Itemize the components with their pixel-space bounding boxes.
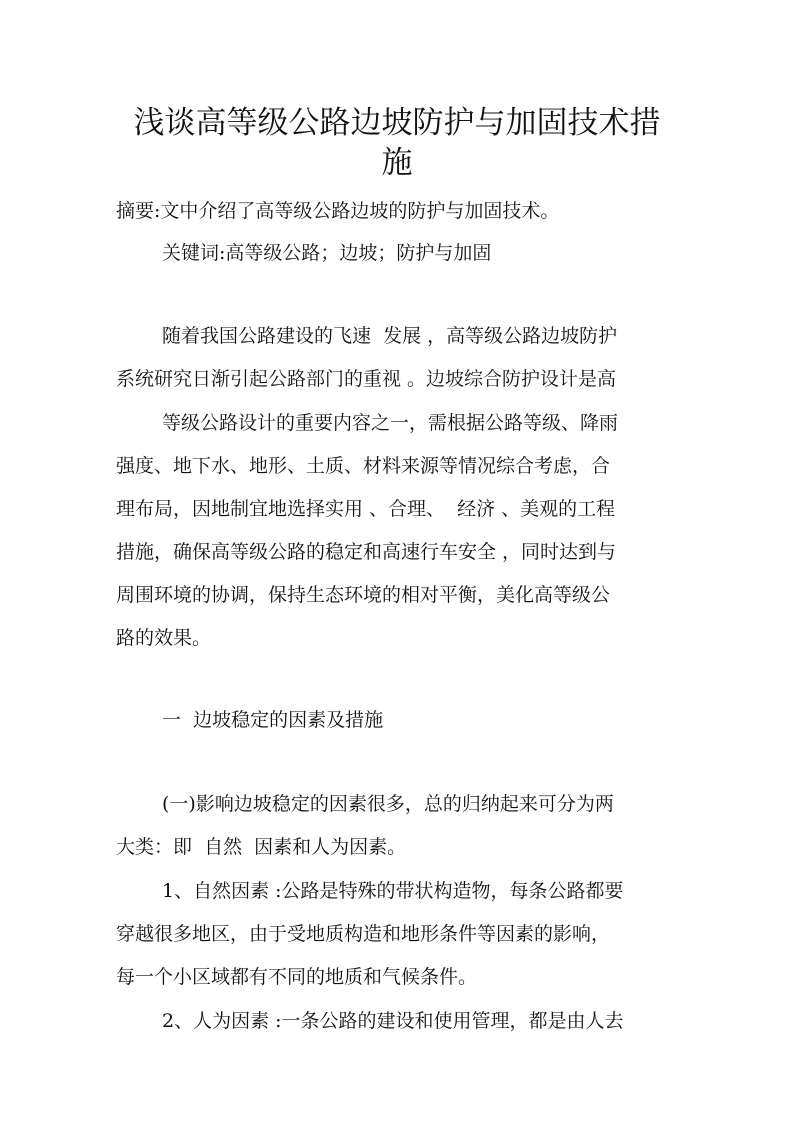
natural-factors-line: 1、自然因素 :公路是特殊的带状构造物，每条公路都要: [162, 880, 624, 902]
intro-line: 强度、地下水、地形、土质、材料来源等情况综合考虑，合: [116, 455, 611, 477]
factors-line: 大类：即 自然 因素和人为因素。: [116, 836, 407, 858]
human-factors-line: 2、人为因素 :一条公路的建设和使用管理，都是由人去: [162, 1010, 624, 1032]
section-heading: 一 边坡稳定的因素及措施: [162, 709, 384, 731]
abstract-line: 摘要:文中介绍了高等级公路边坡的防护与加固技术。: [116, 200, 560, 222]
natural-factors-line: 每一个小区域都有不同的地质和气候条件。: [116, 966, 478, 988]
natural-factors-line: 穿越很多地区，由于受地质构造和地形条件等因素的影响，: [116, 923, 611, 945]
intro-line: 理布局，因地制宜地选择实用 、合理、 经济 、美观的工程: [116, 498, 616, 520]
keywords-line: 关键词:高等级公路；边坡；防护与加固: [162, 242, 492, 264]
document-title-line-2: 施: [381, 145, 413, 181]
intro-line: 系统研究日渐引起公路部门的重视 。边坡综合防护设计是高: [116, 368, 617, 390]
intro-line: 等级公路设计的重要内容之一，需根据公路等级、降雨: [162, 412, 619, 434]
factors-line: (一)影响边坡稳定的因素很多，总的归纳起来可分为两: [162, 793, 614, 815]
intro-line: 随着我国公路建设的飞速 发展 ，高等级公路边坡防护: [162, 325, 618, 347]
document-title-line-1: 浅谈高等级公路边坡防护与加固技术措: [133, 105, 661, 141]
intro-line: 措施，确保高等级公路的稳定和高速行车安全 ，同时达到与: [116, 541, 617, 563]
intro-line: 周围环境的协调，保持生态环境的相对平衡，美化高等级公: [116, 584, 611, 606]
intro-line: 路的效果。: [116, 627, 212, 649]
